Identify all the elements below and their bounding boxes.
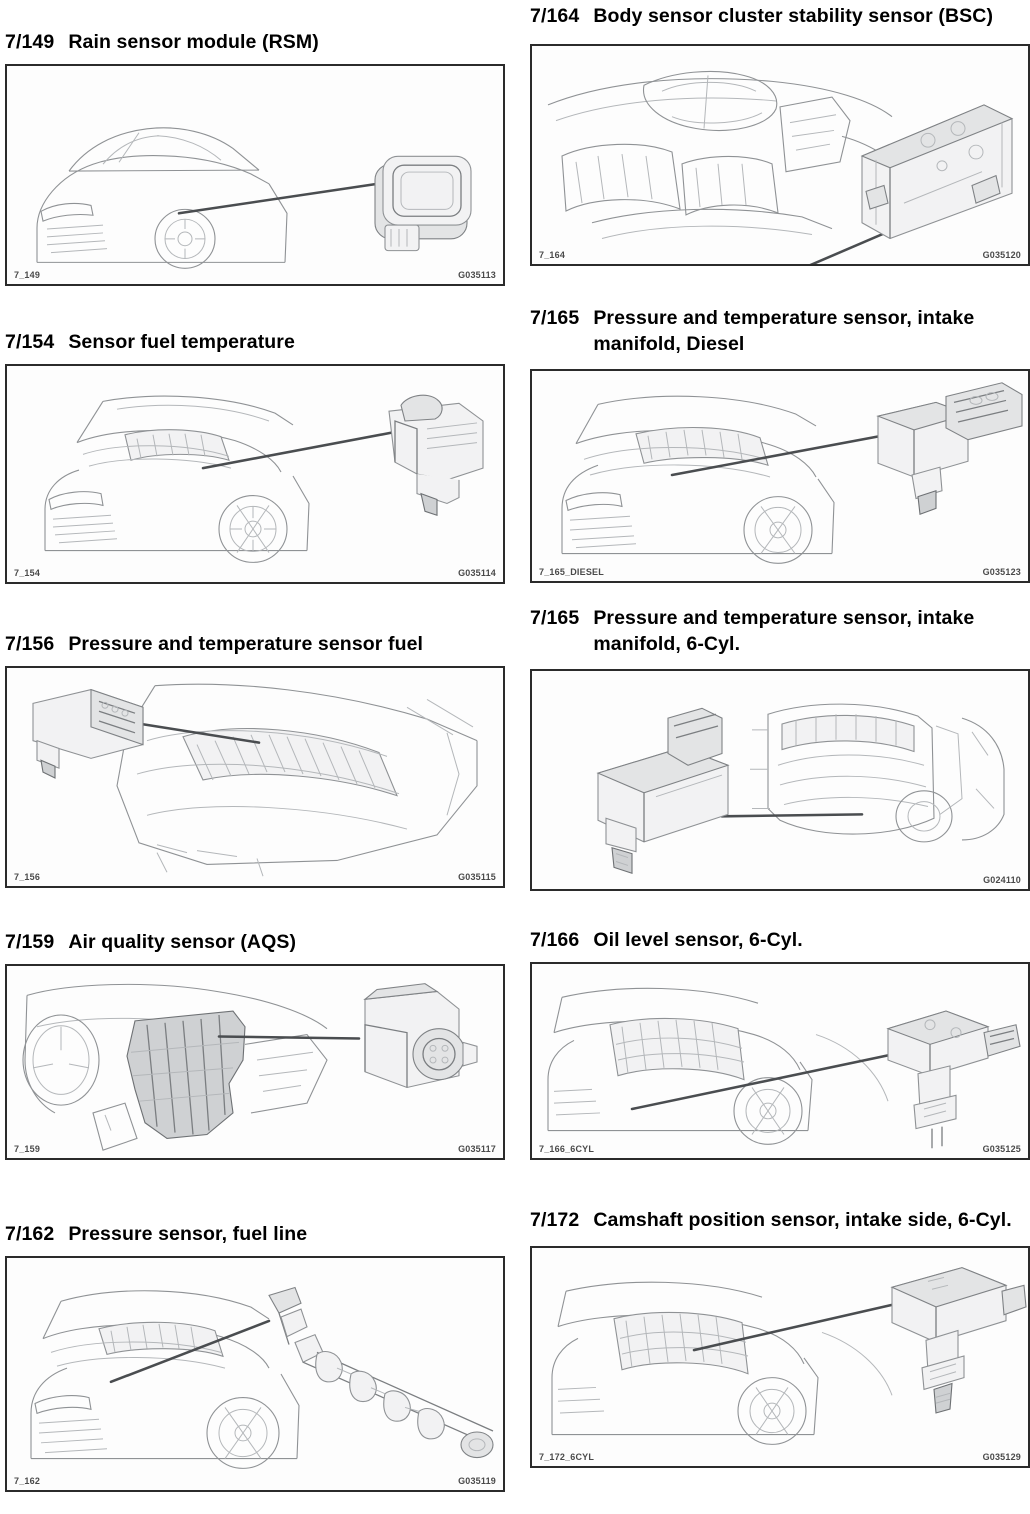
entry-7-165-6cyl (530, 606, 1030, 891)
entry-title: Air quality sensor (AQS) (68, 931, 297, 953)
entry-number: 7/165 (530, 307, 580, 329)
entry-caption (5, 632, 505, 658)
entry-title: Pressure and temperature sensor, intake manifold, 6-Cyl. (593, 607, 975, 655)
entry-7-172 (530, 1208, 1030, 1468)
figure-code: G035129 (982, 1451, 1021, 1462)
entry-title: Pressure and temperature sensor, intake manifold, Diesel (593, 307, 975, 355)
entry-title: Pressure and temperature sensor fuel (68, 633, 424, 655)
entry-title: Rain sensor module (RSM) (68, 31, 319, 53)
entry-title: Oil level sensor, 6-Cyl. (593, 929, 803, 951)
entry-caption (530, 606, 1030, 657)
entry-caption (5, 330, 505, 356)
figure (5, 1256, 505, 1492)
figure-id: 7_172_6CYL (539, 1451, 595, 1462)
entry-caption (530, 306, 1030, 357)
figure (5, 964, 505, 1160)
entry-number: 7/149 (5, 31, 55, 53)
figure-artwork (532, 671, 1028, 889)
figure-id: 7_166_6CYL (539, 1143, 595, 1154)
entry-number: 7/154 (5, 331, 55, 353)
figure-artwork (7, 366, 503, 582)
entry-7-164 (530, 4, 1030, 266)
entry-caption (5, 930, 505, 956)
entry-title: Pressure sensor, fuel line (68, 1223, 308, 1245)
entry-7-149 (5, 30, 505, 286)
figure-code: G035114 (458, 567, 496, 578)
entry-7-156 (5, 632, 505, 888)
figure-artwork (7, 1258, 503, 1490)
figure (530, 44, 1030, 266)
figure-id: 7_164 (539, 249, 566, 260)
entry-title: Camshaft position sensor, intake side, 6-Cyl. (593, 1209, 1012, 1231)
entry-number: 7/165 (530, 607, 580, 629)
entry-title: Sensor fuel temperature (68, 331, 295, 353)
entry-caption (530, 1208, 1030, 1234)
figure (5, 364, 505, 584)
entry-7-159 (5, 930, 505, 1160)
figure-code: G035113 (458, 269, 496, 280)
figure-id: 7_162 (14, 1475, 41, 1486)
figure-artwork (532, 46, 1028, 264)
entry-caption (530, 4, 1030, 30)
figure-artwork (532, 371, 1028, 581)
entry-number: 7/166 (530, 929, 580, 951)
figure-id: 7_159 (14, 1143, 41, 1154)
figure-id: 7_154 (14, 567, 41, 578)
figure-code: G035123 (982, 567, 1021, 578)
figure-artwork (532, 964, 1028, 1158)
entry-number: 7/172 (530, 1209, 580, 1231)
figure (5, 64, 505, 286)
entry-7-154 (5, 330, 505, 584)
figure-code: G035125 (982, 1143, 1021, 1154)
figure-code: G035119 (458, 1475, 496, 1486)
entry-number: 7/164 (530, 5, 580, 27)
figure (5, 666, 505, 888)
entry-caption (530, 928, 1030, 954)
entry-number: 7/162 (5, 1223, 55, 1245)
figure (530, 1246, 1030, 1468)
entry-7-162 (5, 1222, 505, 1492)
figure-artwork (7, 966, 503, 1158)
figure (530, 669, 1030, 891)
figure-artwork (7, 66, 503, 284)
entry-7-166 (530, 928, 1030, 1160)
figure (530, 962, 1030, 1160)
figure-code: G035117 (458, 1143, 496, 1154)
figure-id: 7_149 (14, 269, 41, 280)
figure-id: 7_156 (14, 871, 41, 882)
entry-number: 7/159 (5, 931, 55, 953)
entry-7-165-diesel (530, 306, 1030, 583)
entry-caption (5, 1222, 505, 1248)
figure (530, 369, 1030, 583)
figure-code: G035115 (458, 871, 496, 882)
figure-id: 7_165_DIESEL (539, 567, 604, 578)
entry-title: Body sensor cluster stability sensor (BSC) (593, 5, 994, 27)
figure-code: G035120 (982, 249, 1021, 260)
figure-artwork (532, 1248, 1028, 1466)
figure-code: G024110 (983, 875, 1021, 886)
entry-number: 7/156 (5, 633, 55, 655)
figure-artwork (7, 668, 503, 886)
entry-caption (5, 30, 505, 56)
